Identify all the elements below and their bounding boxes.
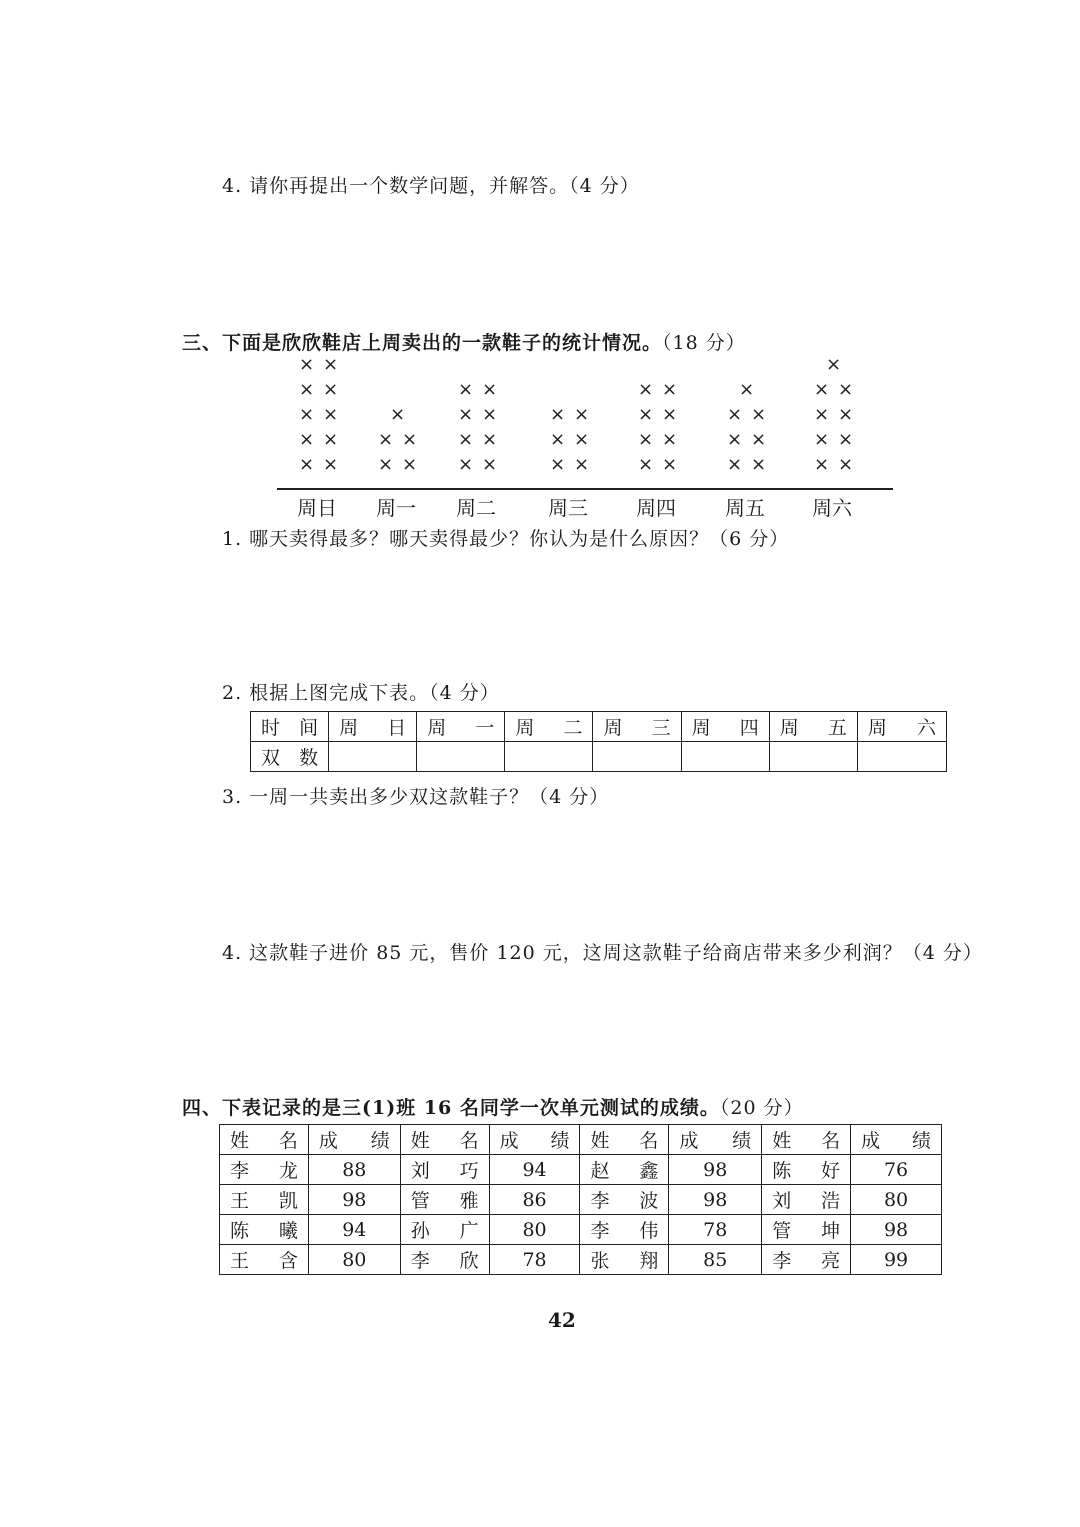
- student-name: 李亮: [762, 1245, 851, 1275]
- tally-mark: ×: [458, 429, 474, 450]
- student-score: 99: [851, 1245, 942, 1275]
- question-3-1: 1. 哪天卖得最多？哪天卖得最少？你认为是什么原因？（6 分）: [222, 528, 790, 550]
- student-score: 76: [851, 1155, 942, 1185]
- fill-table-pairs-label: 双数: [251, 742, 329, 772]
- tally-mark: ×: [299, 379, 315, 400]
- section-4-heading: [182, 1093, 804, 1120]
- tally-mark: ×: [727, 429, 743, 450]
- student-score: 80: [851, 1185, 942, 1215]
- fill-table-day-header: 周三: [593, 712, 681, 742]
- student-score: 80: [308, 1245, 400, 1275]
- table-row: [220, 1245, 942, 1275]
- student-name: 刘巧: [400, 1155, 489, 1185]
- column-header: 成绩: [669, 1125, 762, 1155]
- column-header: 姓名: [762, 1125, 851, 1155]
- pictograph-day-label: 周五: [725, 496, 765, 520]
- tally-mark: ×: [574, 404, 590, 425]
- tally-mark: ×: [390, 404, 406, 425]
- student-name: 王凯: [220, 1185, 309, 1215]
- student-name: 李波: [580, 1185, 669, 1215]
- tally-mark: ×: [662, 404, 678, 425]
- tally-mark: ×: [638, 429, 654, 450]
- section-3-title: 三、下面是欣欣鞋店上周卖出的一款鞋子的统计情况。: [182, 332, 663, 354]
- tally-mark: ×: [838, 379, 854, 400]
- pictograph-day-label: 周二: [456, 496, 496, 520]
- column-header: 成绩: [851, 1125, 942, 1155]
- tally-mark: ×: [482, 404, 498, 425]
- student-name: 赵鑫: [580, 1155, 669, 1185]
- column-header: 姓名: [400, 1125, 489, 1155]
- tally-mark: ×: [751, 404, 767, 425]
- page-number: 42: [548, 1308, 576, 1332]
- column-header: 成绩: [308, 1125, 400, 1155]
- score-table: [219, 1124, 942, 1275]
- student-score: 78: [669, 1215, 762, 1245]
- column-header: 姓名: [580, 1125, 669, 1155]
- column-header: 姓名: [220, 1125, 309, 1155]
- table-row: [220, 1155, 942, 1185]
- tally-mark: ×: [323, 429, 339, 450]
- tally-mark: ×: [638, 379, 654, 400]
- tally-mark: ×: [838, 404, 854, 425]
- student-score: 86: [489, 1185, 580, 1215]
- student-name: 陈好: [762, 1155, 851, 1185]
- tally-mark: ×: [662, 379, 678, 400]
- question-3-3: 3. 一周一共卖出多少双这款鞋子？（4 分）: [222, 786, 610, 808]
- student-score: 80: [489, 1215, 580, 1245]
- fill-table-answer-cell[interactable]: [681, 742, 769, 772]
- tally-mark: ×: [299, 354, 315, 375]
- student-score: 94: [308, 1215, 400, 1245]
- pictograph-axis: [277, 488, 893, 490]
- section-4-points: （20 分）: [719, 1097, 804, 1119]
- tally-mark: ×: [751, 429, 767, 450]
- fill-table-answer-cell[interactable]: [769, 742, 857, 772]
- tally-mark: ×: [662, 429, 678, 450]
- student-name: 管坤: [762, 1215, 851, 1245]
- section-3-heading: [182, 328, 746, 355]
- fill-table-day-header: 周一: [417, 712, 505, 742]
- tally-mark: ×: [739, 379, 755, 400]
- question-4-top: 4. 请你再提出一个数学问题，并解答。（4 分）: [222, 175, 640, 197]
- student-name: 孙广: [400, 1215, 489, 1245]
- student-name: 管雅: [400, 1185, 489, 1215]
- table-row: [220, 1185, 942, 1215]
- tally-mark: ×: [550, 404, 566, 425]
- table-row: [220, 1215, 942, 1245]
- student-score: 98: [851, 1215, 942, 1245]
- student-name: 李伟: [580, 1215, 669, 1245]
- tally-mark: ×: [727, 404, 743, 425]
- fill-table-time-label: 时间: [251, 712, 329, 742]
- tally-mark: ×: [751, 454, 767, 475]
- tally-mark: ×: [402, 429, 418, 450]
- student-name: 刘浩: [762, 1185, 851, 1215]
- fill-table-answer-cell[interactable]: [593, 742, 681, 772]
- tally-mark: ×: [299, 454, 315, 475]
- pictograph-day-label: 周三: [548, 496, 588, 520]
- tally-mark: ×: [323, 454, 339, 475]
- tally-mark: ×: [458, 404, 474, 425]
- student-name: 李龙: [220, 1155, 309, 1185]
- section-3-points: （18 分）: [662, 332, 746, 354]
- student-name: 陈曦: [220, 1215, 309, 1245]
- student-score: 98: [308, 1185, 400, 1215]
- tally-mark: ×: [727, 454, 743, 475]
- pictograph-day-label: 周四: [636, 496, 676, 520]
- tally-mark: ×: [482, 379, 498, 400]
- tally-mark: ×: [402, 454, 418, 475]
- student-score: 98: [669, 1155, 762, 1185]
- fill-table-day-header: 周二: [505, 712, 593, 742]
- tally-mark: ×: [299, 429, 315, 450]
- tally-mark: ×: [638, 454, 654, 475]
- pictograph-day-label: 周一: [376, 496, 416, 520]
- tally-mark: ×: [638, 404, 654, 425]
- tally-mark: ×: [814, 454, 830, 475]
- fill-table-day-header: 周四: [681, 712, 769, 742]
- student-score: 88: [308, 1155, 400, 1185]
- fill-table-day-header: 周六: [857, 712, 946, 742]
- tally-mark: ×: [574, 454, 590, 475]
- tally-mark: ×: [814, 404, 830, 425]
- column-header: 成绩: [489, 1125, 580, 1155]
- student-score: 78: [489, 1245, 580, 1275]
- fill-table-pairs-row: [251, 742, 947, 772]
- student-name: 李欣: [400, 1245, 489, 1275]
- section-4-title: 四、下表记录的是三(1)班 16 名同学一次单元测试的成绩。: [182, 1097, 720, 1119]
- pictograph-day-label: 周六: [812, 496, 852, 520]
- fill-in-table: [250, 711, 947, 772]
- tally-mark: ×: [323, 354, 339, 375]
- student-score: 94: [489, 1155, 580, 1185]
- pictograph-day-label: 周日: [297, 496, 337, 520]
- tally-mark: ×: [378, 454, 394, 475]
- fill-table-day-header: 周日: [329, 712, 417, 742]
- fill-table-answer-cell[interactable]: [329, 742, 417, 772]
- tally-mark: ×: [299, 404, 315, 425]
- fill-table-day-row: [251, 712, 947, 742]
- tally-mark: ×: [574, 429, 590, 450]
- student-score: 98: [669, 1185, 762, 1215]
- fill-table-answer-cell[interactable]: [417, 742, 505, 772]
- student-score: 85: [669, 1245, 762, 1275]
- student-name: 张翔: [580, 1245, 669, 1275]
- tally-mark: ×: [458, 379, 474, 400]
- student-name: 王含: [220, 1245, 309, 1275]
- question-3-4: 4. 这款鞋子进价 85 元，售价 120 元，这周这款鞋子给商店带来多少利润？（4 分）: [222, 942, 983, 964]
- tally-mark: ×: [550, 429, 566, 450]
- tally-mark: ×: [458, 454, 474, 475]
- tally-mark: ×: [323, 379, 339, 400]
- fill-table-answer-cell[interactable]: [857, 742, 946, 772]
- tally-mark: ×: [378, 429, 394, 450]
- question-3-2: 2. 根据上图完成下表。（4 分）: [222, 682, 500, 704]
- tally-mark: ×: [814, 429, 830, 450]
- tally-mark: ×: [838, 429, 854, 450]
- tally-mark: ×: [838, 454, 854, 475]
- fill-table-answer-cell[interactable]: [505, 742, 593, 772]
- tally-mark: ×: [826, 354, 842, 375]
- tally-mark: ×: [482, 429, 498, 450]
- tally-mark: ×: [814, 379, 830, 400]
- tally-mark: ×: [482, 454, 498, 475]
- tally-mark: ×: [662, 454, 678, 475]
- tally-mark: ×: [323, 404, 339, 425]
- fill-table-day-header: 周五: [769, 712, 857, 742]
- tally-mark: ×: [550, 454, 566, 475]
- score-table-header-row: [220, 1125, 942, 1155]
